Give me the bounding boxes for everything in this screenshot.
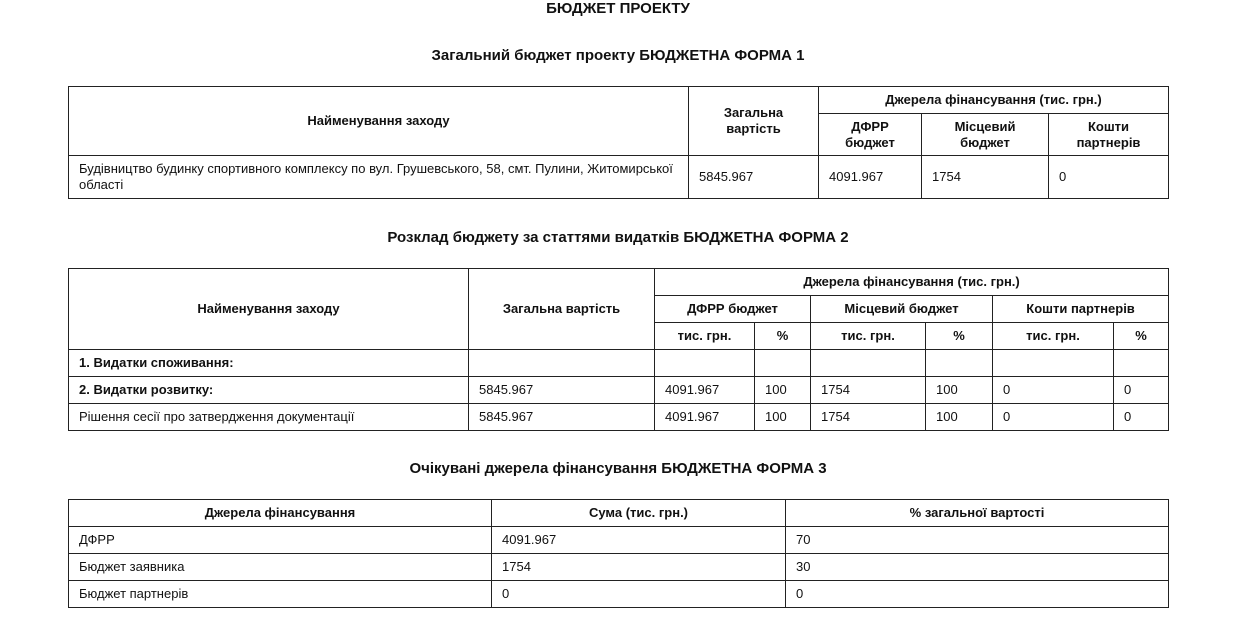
form3-header-source: Джерела фінансування: [69, 500, 492, 527]
form2-cell-local-amt: 1754: [811, 404, 926, 431]
form2-cell-total: [469, 350, 655, 377]
form3-header-percent: % загальної вартості: [786, 500, 1169, 527]
form2-header-dfrr-thousand: тис. грн.: [655, 323, 755, 350]
form3-cell-percent: 0: [786, 581, 1169, 608]
form2-cell-name: Рішення сесії про затвердження документації: [69, 404, 469, 431]
form3-cell-sum: 4091.967: [492, 527, 786, 554]
form2-header-total: Загальна вартість: [469, 269, 655, 350]
form1-cell-partners: 0: [1049, 156, 1169, 199]
form2-cell-dfrr-pct: [755, 350, 811, 377]
table-row: [69, 554, 1169, 581]
page-title: БЮДЖЕТ ПРОЕКТУ: [546, 0, 690, 17]
form3-cell-source: ДФРР: [69, 527, 492, 554]
form1-table: [68, 86, 1169, 199]
form2-cell-dfrr-pct: 100: [755, 404, 811, 431]
form2-header-local-percent: %: [926, 323, 993, 350]
form2-cell-dfrr-pct: 100: [755, 377, 811, 404]
form1-header-local: Місцевий бюджет: [922, 114, 1049, 156]
form2-table: [68, 268, 1169, 431]
form3-cell-percent: 30: [786, 554, 1169, 581]
form3-cell-sum: 0: [492, 581, 786, 608]
form1-cell-dfrr: 4091.967: [819, 156, 922, 199]
form2-cell-local-amt: 1754: [811, 377, 926, 404]
form1-header-sources: Джерела фінансування (тис. грн.): [819, 87, 1169, 114]
table-row: [69, 350, 1169, 377]
form1-header-total: Загальна вартість: [689, 87, 819, 156]
form2-header-partners-thousand: тис. грн.: [993, 323, 1114, 350]
form2-cell-total: 5845.967: [469, 377, 655, 404]
table-row: [69, 581, 1169, 608]
form2-header-dfrr: ДФРР бюджет: [655, 296, 811, 323]
form2-cell-part-pct: 0: [1114, 377, 1169, 404]
table-row: [69, 527, 1169, 554]
form1-title: Загальний бюджет проекту БЮДЖЕТНА ФОРМА 1: [431, 47, 805, 64]
form2-cell-name: 1. Видатки споживання:: [69, 350, 469, 377]
form2-cell-local-pct: 100: [926, 377, 993, 404]
form2-cell-local-amt: [811, 350, 926, 377]
form2-header-local-thousand: тис. грн.: [811, 323, 926, 350]
form2-cell-dfrr-amt: [655, 350, 755, 377]
form2-cell-part-pct: [1114, 350, 1169, 377]
table-row: [69, 156, 1169, 199]
form3-cell-source: Бюджет партнерів: [69, 581, 492, 608]
form2-cell-part-amt: 0: [993, 377, 1114, 404]
form1-cell-total: 5845.967: [689, 156, 819, 199]
form1-header-partners: Кошти партнерів: [1049, 114, 1169, 156]
form1-cell-local: 1754: [922, 156, 1049, 199]
form2-header-local: Місцевий бюджет: [811, 296, 993, 323]
table-row: [69, 377, 1169, 404]
form2-header-name: Найменування заходу: [69, 269, 469, 350]
form2-cell-local-pct: [926, 350, 993, 377]
form2-header-dfrr-percent: %: [755, 323, 811, 350]
form1-header-name: Найменування заходу: [69, 87, 689, 156]
form3-cell-source: Бюджет заявника: [69, 554, 492, 581]
form3-table: [68, 499, 1169, 608]
form1-cell-name: Будівництво будинку спортивного комплексу по вул. Грушевського, 58, смт. Пулини, Житомирської області: [69, 156, 689, 199]
form1-header-dfrr: ДФРР бюджет: [819, 114, 922, 156]
form2-title: Розклад бюджету за статтями видатків БЮДЖЕТНА ФОРМА 2: [387, 229, 849, 246]
form2-cell-name: 2. Видатки розвитку:: [69, 377, 469, 404]
form2-cell-dfrr-amt: 4091.967: [655, 377, 755, 404]
form3-header-sum: Сума (тис. грн.): [492, 500, 786, 527]
form2-cell-part-amt: [993, 350, 1114, 377]
form2-header-partners: Кошти партнерів: [993, 296, 1169, 323]
form3-title: Очікувані джерела фінансування БЮДЖЕТНА ФОРМА 3: [409, 460, 827, 477]
form2-cell-dfrr-amt: 4091.967: [655, 404, 755, 431]
form2-cell-part-amt: 0: [993, 404, 1114, 431]
form2-cell-local-pct: 100: [926, 404, 993, 431]
form3-cell-sum: 1754: [492, 554, 786, 581]
table-row: [69, 404, 1169, 431]
form3-cell-percent: 70: [786, 527, 1169, 554]
form2-cell-total: 5845.967: [469, 404, 655, 431]
form2-header-sources: Джерела фінансування (тис. грн.): [655, 269, 1169, 296]
form2-header-partners-percent: %: [1114, 323, 1169, 350]
form2-cell-part-pct: 0: [1114, 404, 1169, 431]
